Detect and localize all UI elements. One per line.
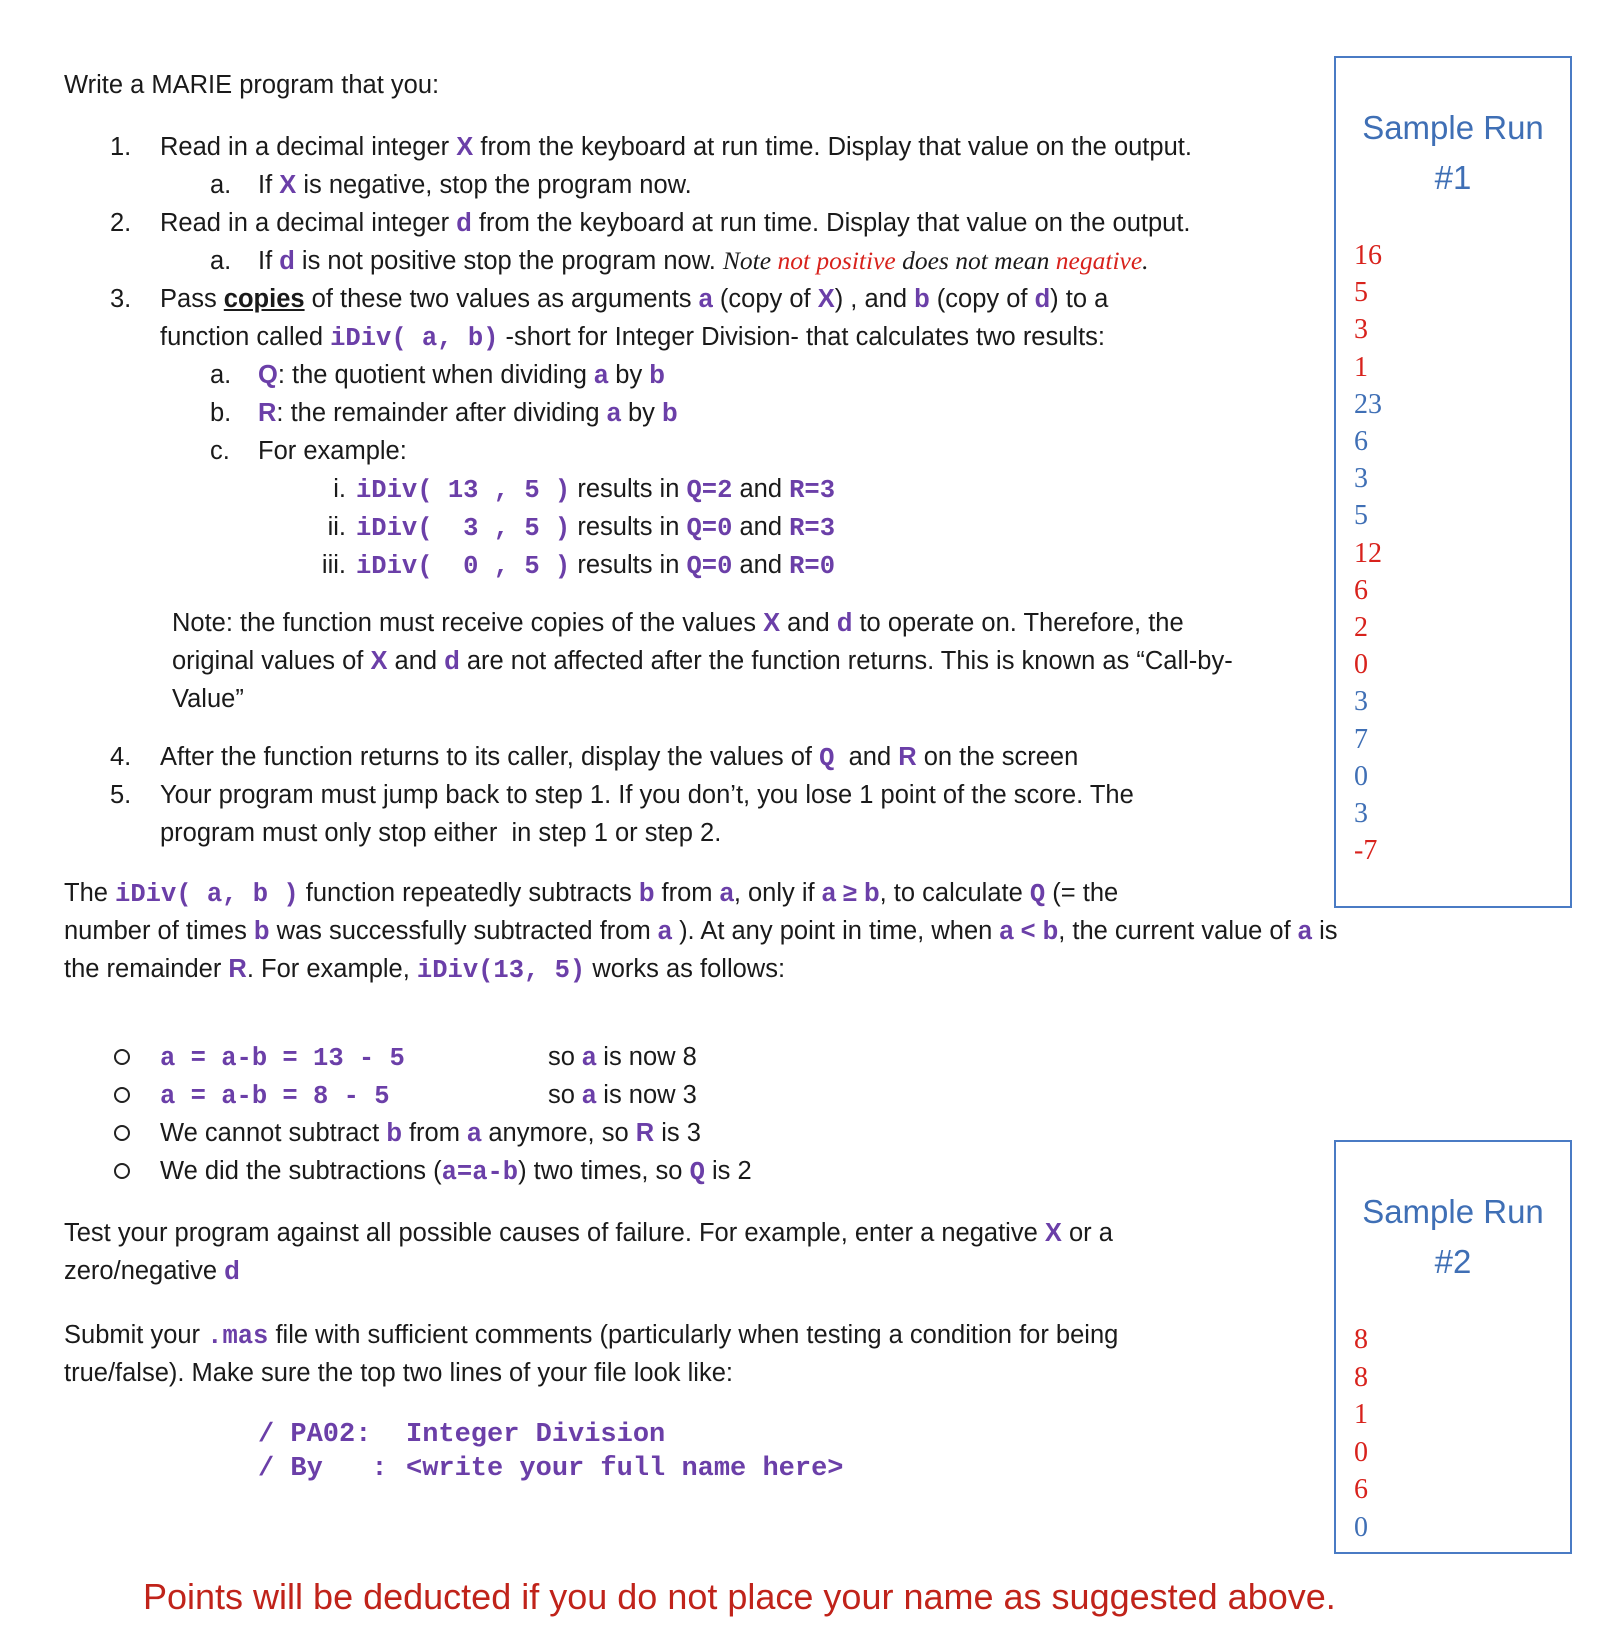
sample-run-value: -7 <box>1354 835 1378 867</box>
step-5-text-line1: Your program must jump back to step 1. If you don’t, you lose 1 point of the score. The <box>160 781 1134 809</box>
note-line-1: Note: the function must receive copies of the values X and d to operate on. Therefore, the <box>172 609 1184 637</box>
step-3a-label: a. <box>210 361 232 389</box>
sample-run-value: 12 <box>1354 537 1382 569</box>
sample-run-value: 6 <box>1354 574 1368 606</box>
step-3-text-line2: function called iDiv( a, b) -short for Integer Division- that calculates two results: <box>160 323 1106 353</box>
step-2-text: Read in a decimal integer d from the keyboard at run time. Display that value on the output. <box>160 209 1191 237</box>
step-1-text: Read in a decimal integer X from the keyboard at run time. Display that value on the output. <box>160 133 1192 161</box>
sample-run-value: 7 <box>1354 723 1368 755</box>
bullet-icon <box>114 1163 130 1179</box>
example-2-text: iDiv( 3 , 5 ) results in Q=0 and R=3 <box>356 513 836 543</box>
bullet-1-text: so a is now 8 <box>548 1043 697 1071</box>
sample-run-1-number: #1 <box>1434 159 1472 196</box>
example-3-label: iii. <box>321 551 346 579</box>
sample-run-value: 1 <box>1354 1399 1368 1430</box>
sample-run-value: 8 <box>1354 1324 1368 1355</box>
step-2a-text: If d is not positive stop the program now. Note not positive does not mean negative. <box>258 246 1149 275</box>
header-code-line-2-value: <write your full name here> <box>406 1454 844 1484</box>
sample-run-value: 0 <box>1354 760 1368 792</box>
sample-run-value: 1 <box>1354 351 1368 383</box>
sample-run-value: 3 <box>1354 798 1368 829</box>
sample-run-value: 0 <box>1354 649 1368 681</box>
step-5-text-line2: program must only stop either in step 1 or step 2. <box>160 819 722 847</box>
bullet-icon <box>114 1087 130 1103</box>
sample-run-value: 5 <box>1354 277 1368 309</box>
intro-text: Write a MARIE program that you: <box>64 71 440 99</box>
bullet-2-text: so a is now 3 <box>548 1081 697 1109</box>
bullet-icon <box>114 1049 130 1065</box>
note-line-2: original values of X and d are not affected after the function returns. This is known as “Call-by- <box>172 647 1233 675</box>
sample-run-value: 16 <box>1354 240 1382 271</box>
bullet-2-code: a = a-b = 8 - 5 <box>160 1082 390 1111</box>
explain-line-2: number of times b was successfully subtracted from a ). At any point in time, when a < b, the current value of a is <box>64 917 1338 945</box>
step-1a-text: If X is negative, stop the program now. <box>258 171 692 199</box>
sample-run-2-number: #2 <box>1434 1243 1472 1280</box>
step-4-text: After the function returns to its caller, display the values of Q and R on the screen <box>160 743 1079 773</box>
sample-run-value: 0 <box>1354 1511 1368 1543</box>
header-code-line-2-label: / By : <box>258 1454 388 1484</box>
step-3-text: Pass copies of these two values as arguments a (copy of X) , and b (copy of d) to a <box>160 285 1109 313</box>
sample-run-value: 8 <box>1354 1361 1368 1393</box>
step-4-number: 4. <box>110 743 132 771</box>
step-1a-label: a. <box>210 171 232 199</box>
explain-line-1: The iDiv( a, b ) function repeatedly subtracts b from a, only if a ≥ b, to calculate Q (= the <box>64 879 1119 909</box>
header-code-line-1-label: / PA02: <box>258 1420 372 1450</box>
sample-run-1-title: Sample Run <box>1362 109 1544 146</box>
step-2a-label: a. <box>210 247 232 275</box>
step-3b-text: R: the remainder after dividing a by b <box>258 399 678 427</box>
sample-run-value: 6 <box>1354 426 1368 457</box>
sample-run-value: 5 <box>1354 500 1368 532</box>
sample-run-value: 2 <box>1354 612 1368 643</box>
bullet-3-text: We cannot subtract b from a anymore, so R is 3 <box>160 1119 701 1147</box>
step-3b-label: b. <box>210 399 232 427</box>
example-2-label: ii. <box>327 513 346 541</box>
header-code-line-1-value: Integer Division <box>406 1420 666 1450</box>
sample-run-value: 3 <box>1354 314 1368 346</box>
bullet-1-code: a = a-b = 13 - 5 <box>160 1044 405 1073</box>
sample-run-1-box <box>1334 56 1572 908</box>
step-1-number: 1. <box>110 133 132 161</box>
step-3c-text: For example: <box>258 437 407 465</box>
bullet-4-text: We did the subtractions (a=a-b) two times, so Q is 2 <box>160 1157 752 1187</box>
bullet-icon <box>114 1125 130 1141</box>
sample-run-value: 3 <box>1354 463 1368 495</box>
sample-run-value: 6 <box>1354 1474 1368 1505</box>
example-3-text: iDiv( 0 , 5 ) results in Q=0 and R=0 <box>356 551 836 581</box>
sample-run-2-box <box>1334 1140 1572 1554</box>
submit-line-2: true/false). Make sure the top two lines of your file look like: <box>64 1359 733 1387</box>
explain-line-3: the remainder R. For example, iDiv(13, 5) works as follows: <box>64 955 786 985</box>
sample-run-value: 0 <box>1354 1436 1368 1468</box>
test-line-2: zero/negative d <box>64 1257 240 1285</box>
step-3-number: 3. <box>110 285 132 313</box>
step-5-number: 5. <box>110 781 132 809</box>
sample-run-2-title: Sample Run <box>1362 1193 1544 1230</box>
submit-line-1: Submit your .mas file with sufficient comments (particularly when testing a condition for being <box>64 1321 1119 1351</box>
step-3a-text: Q: the quotient when dividing a by b <box>258 361 665 389</box>
footer-warning: Points will be deducted if you do not place your name as suggested above. <box>143 1576 1336 1617</box>
example-1-label: i. <box>333 475 346 503</box>
sample-run-value: 23 <box>1354 388 1382 420</box>
step-2-number: 2. <box>110 209 132 237</box>
test-line-1: Test your program against all possible causes of failure. For example, enter a negative X or a <box>64 1219 1113 1247</box>
step-3c-label: c. <box>210 437 230 465</box>
example-1-text: iDiv( 13 , 5 ) results in Q=2 and R=3 <box>356 475 836 505</box>
sample-run-value: 3 <box>1354 686 1368 718</box>
note-line-3: Value” <box>172 685 244 713</box>
